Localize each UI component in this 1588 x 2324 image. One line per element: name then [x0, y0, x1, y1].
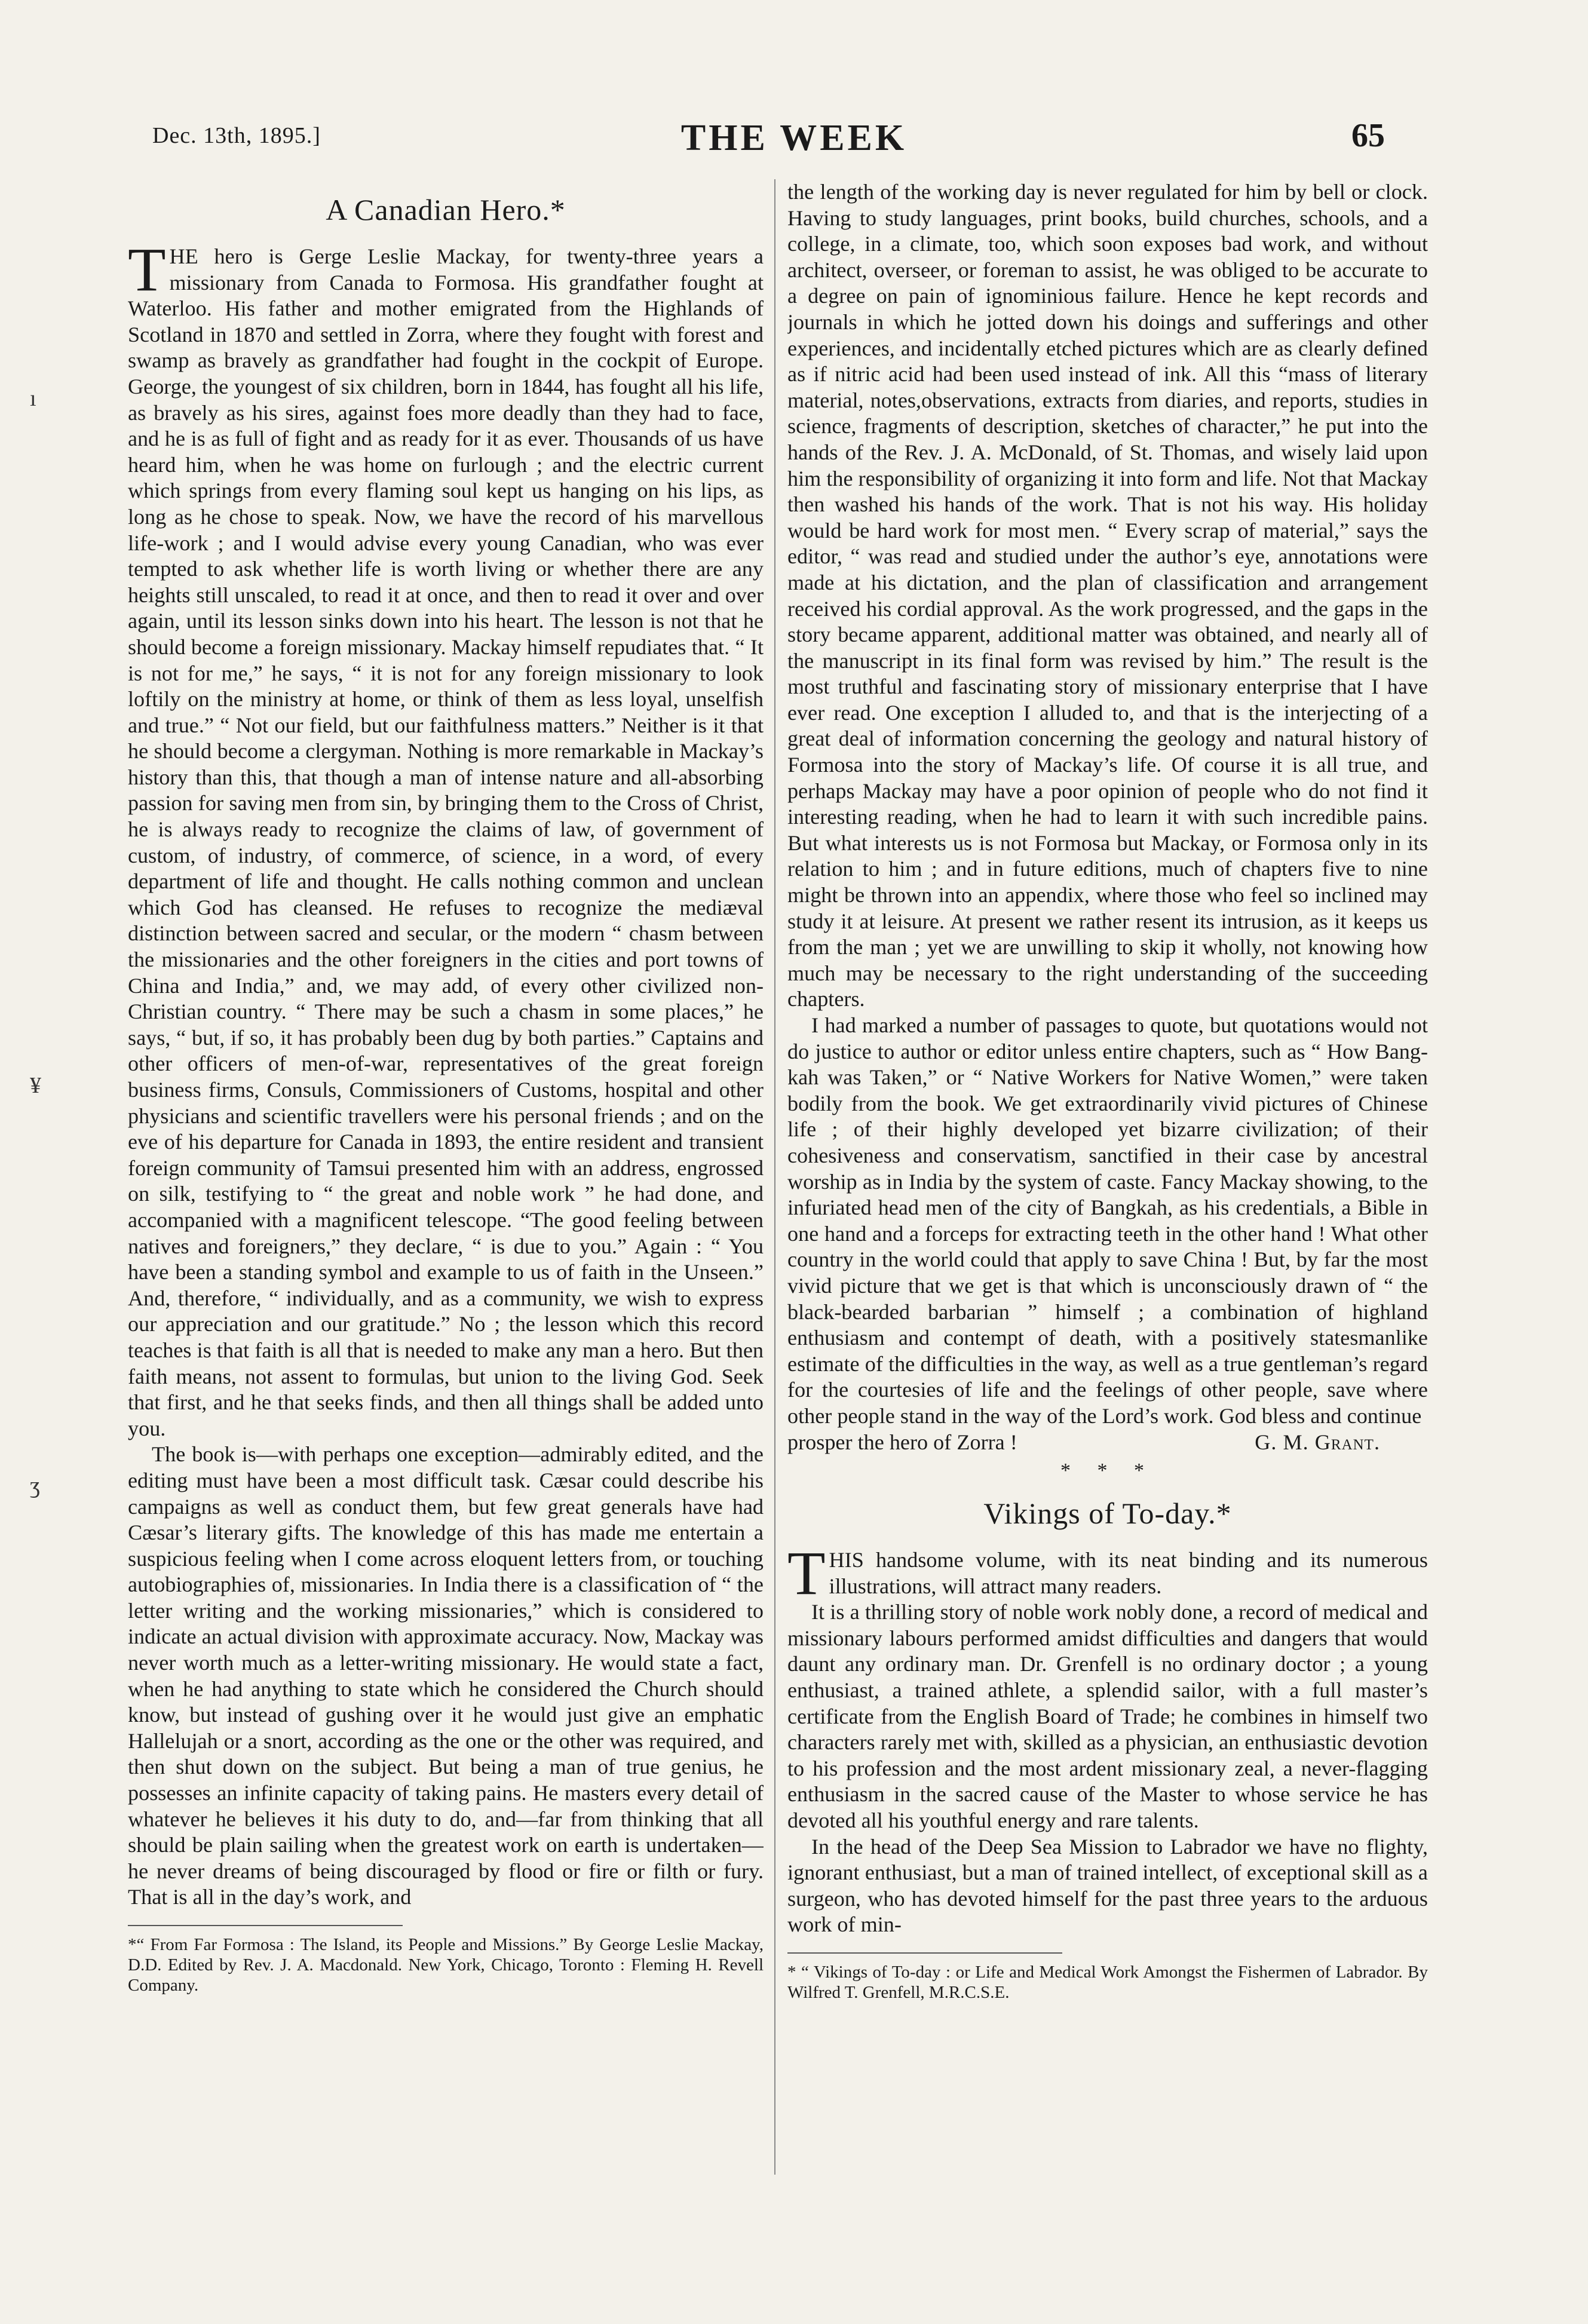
article-title: A Canadian Hero.*	[326, 193, 566, 226]
article-paragraph: the length of the working day is never regulated for him by bell or clock. Having to study languages, print books, build churches, schools, and a college, in a climate, too, which soon exposes bad work, and without architect, overseer, or foreman to assist, he was obliged to be accurate to a degree on pain of ignominious failure. Hence he kept records and journals in which he jotted down his doings and sufferings and other experiences, and incidentally etched pictures which are as clearly defined as if nitric acid had been used instead of ink. All this “mass of literary material, notes,observations, extracts from diaries, and reports, studies in science, fragments of description, sketches of character,” he put into the hands of the Rev. J. A. McDonald, of St. Thomas, and wisely laid upon him the responsibility of organizing it into form and life. Not that Mackay then washed his hands of the work. That is not his way. His holiday would be hard work for most men. “ Every scrap of material,” says the editor, “ was read and studied under the author’s eye, annotations were made at his dictation, and the plan of classification and arrangement received his cordial approval. As the work progressed, and the gaps in the story became apparent, additional matter was obtained, and nearly all of the manuscript in its final form was revised by him.” The result is the most truthful and fascinating story of missionary enterprise that I have ever read. One exception I alluded to, and that is the interjecting of a great deal of information concerning the geology and natural history of Formosa into the story of Mackay’s life. Of course it is all true, and perhaps Mackay may have a poor opinion of people who do not find it interesting reading, when he had to learn it with such incredible pains. But what interests us is not Formosa but Mackay, or Formosa only in its relation to him ; and in future editions, much of chapters five to nine might be thrown into an appendix, where those who feel so inclined may study it at leisure. At present we rather resent its intrusion, as it keeps us from the man ; yet we are unwilling to skip it wholly, not knowing how much may be necessary to the right understanding of the succeeding chapters.	[787, 180, 1428, 1011]
paragraph-text: HIS handsome volume, with its neat binding and its numerous illustrations, will attract many readers.	[829, 1548, 1428, 1598]
page-number: 65	[1351, 117, 1385, 154]
paragraph-text: HE hero is Gerge Leslie Mackay, for twenty-three years a missionary from Canada to Formosa. His grandfather fought at Waterloo. His father and mother emigrated from the Highlands of Scotland in 1870 and settled in Zorra, where they fought with forest and swamp as bravely as grandfather had fought in the cockpit of Europe. George, the youngest of six children, born in 1844, has fought all his life, as bravely as his sires, against foes more deadly than they had to face, and he is as full of fight and as ready for it as ever. Thousands of us have heard him, when he was home on furlough ; and the electric current which springs from every flaming soul kept us hanging on his lips, as long as he chose to speak. Now, we have the record of his marvellous life-work ; and I would advise every young Canadian, who was ever tempted to ask whether life is worth living or whether there are any heights still unscaled, to read it at once, and then to read it over and over again, until its lesson sinks down into his heart. The lesson is not that he should become a foreign missionary. Mackay himself repudiates that. “ It is not for me,” he says, “ it is not for any foreign missionary to look loftily on the ministry at home, or think of them as less loyal, unselfish and true.” “ Not our field, but our faithfulness matters.” Neither is it that he should become a clergyman. Nothing is more remarkable in Mackay’s history than this, that though a man of intense nature and all-absorbing passion for saving men from sin, by bringing them to the Cross of Christ, he is always ready to recognize the claims of law, of government of custom, of industry, of commerce, of science, in a word, of every department of life and thought. He calls nothing common and unclean which God has cleansed. He refuses to recognize the mediæval distinction between sacred and secular, or the modern “ chasm between the missionaries and the other foreigners in the cities and port towns of China and India,” and, we may add, of every other civilized non-Christian country. “ There may be such a chasm in some places,” he says, “ but, if so, it has probably been dug by both parties.” Captains and other officers of men-of-war, representatives of the great foreign business firms, Consuls, Commissioners of Customs, hospital and other physicians and scientific travellers were his personal friends ; and on the eve of his departure for Canada in 1893, the entire resident and transient foreign community of Tamsui presented him with an address, engrossed on silk, testifying to “ the great and noble work ” he had done, and accompanied with a magnificent telescope. “The good feeling between natives and foreigners,” they declare, “ is due to you.” Again : “ You have been a standing symbol and example to us of faith in the Unseen.” And, therefore, “ individually, and as a community, we wish to express our appreciation and our gratitude.” No ; the lesson which this record teaches is that faith is all that is needed to make any man a hero. But then faith means, not assent to formulas, but union to the living God. Seek that first, and he that seeks finds, and then all things shall be added unto you.	[128, 244, 764, 1440]
article-paragraph: I had marked a number of passages to quote, but quotations would not do justice to author or editor unless entire chapters, such as “ How Bang-kah was Taken,” or “ Native Workers for Native Women,” were taken bodily from the book. We get extraordinarily vivid pictures of Chinese life ; of their highly developed yet bizarre civilization; of their cohesiveness and conservatism, sanctified in their case by ancestral worship as in India by the system of caste. Fancy Mackay showing, to the infuriated head men of the city of Bangkah, as his credentials, a Bible in one hand and a forceps for extracting teeth in the other hand ! What other country in the world could that apply to save China ! But, by far the most vivid picture that we get is that which is unconsciously drawn of “ the black-bearded barbarian ” himself ; a combination of highland enthusiasm and contempt of death, with a positively statesmanlike estimate of the difficulties in the way, as well as a true gentleman’s regard for the courtesies of life and the feelings of other people, save where other people stand in the way of the Lord’s work. God bless and continue	[787, 1013, 1428, 1428]
article-paragraph	[128, 235, 764, 1442]
left-column	[128, 179, 764, 2282]
article-title: Vikings of To-day.*	[983, 1497, 1232, 1531]
footnote-rule	[787, 1952, 1062, 1954]
margin-mark: ʒ	[30, 1473, 40, 1498]
signature-line	[787, 1430, 1428, 1456]
closing-text: prosper the hero of Zorra !	[787, 1430, 1017, 1454]
issue-date: Dec. 13th, 1895.]	[152, 123, 321, 148]
footnote-rule	[128, 1925, 403, 1926]
margin-mark: ı	[30, 386, 36, 411]
drop-cap: T	[128, 235, 166, 304]
article-paragraph	[787, 1539, 1428, 1608]
margin-mark: ¥	[30, 1073, 41, 1098]
right-column	[787, 179, 1428, 2282]
article-paragraph: It is a thrilling story of noble work nobly done, a record of medical and missionary labours performed amidst difficulties and dangers that would daunt any ordinary man. Dr. Grenfell is no ordinary doctor ; a young enthusiast, a trained athlete, a splendid sailor, with a full master’s certificate from the English Board of Trade; he combines in himself two characters rarely met with, skilled as a physician, an enthusiastic devotion to his profession and the most ardent missionary zeal, a never-flagging enthusiasm in the sacred cause of the Master to whose service he has devoted all his youthful energy and rare talents.	[787, 1600, 1428, 1833]
footnote: * “ Vikings of To-day : or Life and Medical Work Amongst the Fishermen of Labrador. By Wilfred T. Grenfell, M.R.C.S.E.	[787, 1963, 1428, 2002]
drop-cap: T	[787, 1539, 826, 1608]
footnote: *“ From Far Formosa : The Island, its People and Missions.” By George Leslie Mackay, D.D. Edited by Rev. J. A. Macdonald. New York, Chicago, Toronto : Fleming H. Revell Company.	[128, 1935, 764, 1995]
section-separator: * * *	[1060, 1460, 1155, 1482]
column-divider	[774, 179, 775, 2175]
article-paragraph: In the head of the Deep Sea Mission to Labrador we have no flighty, ignorant enthusiast, but a man of trained intellect, of exceptional skill as a surgeon, who has devoted himself for the past three years to the arduous work of min-	[787, 1834, 1428, 1937]
publication-title: THE WEEK	[680, 118, 908, 158]
author-signature: G. M. Grant.	[1255, 1430, 1380, 1454]
article-paragraph: The book is—with perhaps one exception—admirably edited, and the editing must have been a most difficult task. Cæsar could describe his campaigns as well as conduct them, but few great generals have had Cæsar’s literary gifts. The knowledge of this has made me entertain a suspicious feeling when I come across eloquent letters from, or touching autobiographies of, missionaries. In India there is a classification of “ the letter writing and the working missionaries,” which is considered to indicate an actual division with approximate accuracy. Now, Mackay was never worth much as a letter-writing missionary. He would state a fact, when he had anything to state which he considered the Church should know, but instead of gushing over it he would just give an emphatic Hallelujah or a snort, according as the one or the other was required, and then shut down on the subject. But being a man of true genius, he possesses an infinite capacity of taking pains. He masters every detail of whatever he believes it his duty to do, and—far from thinking that all should be plain sailing when the greatest work on earth is undertaken—he never dreams of being discouraged by flood or fire or filth or fury. That is all in the day’s work, and	[128, 1442, 764, 1909]
